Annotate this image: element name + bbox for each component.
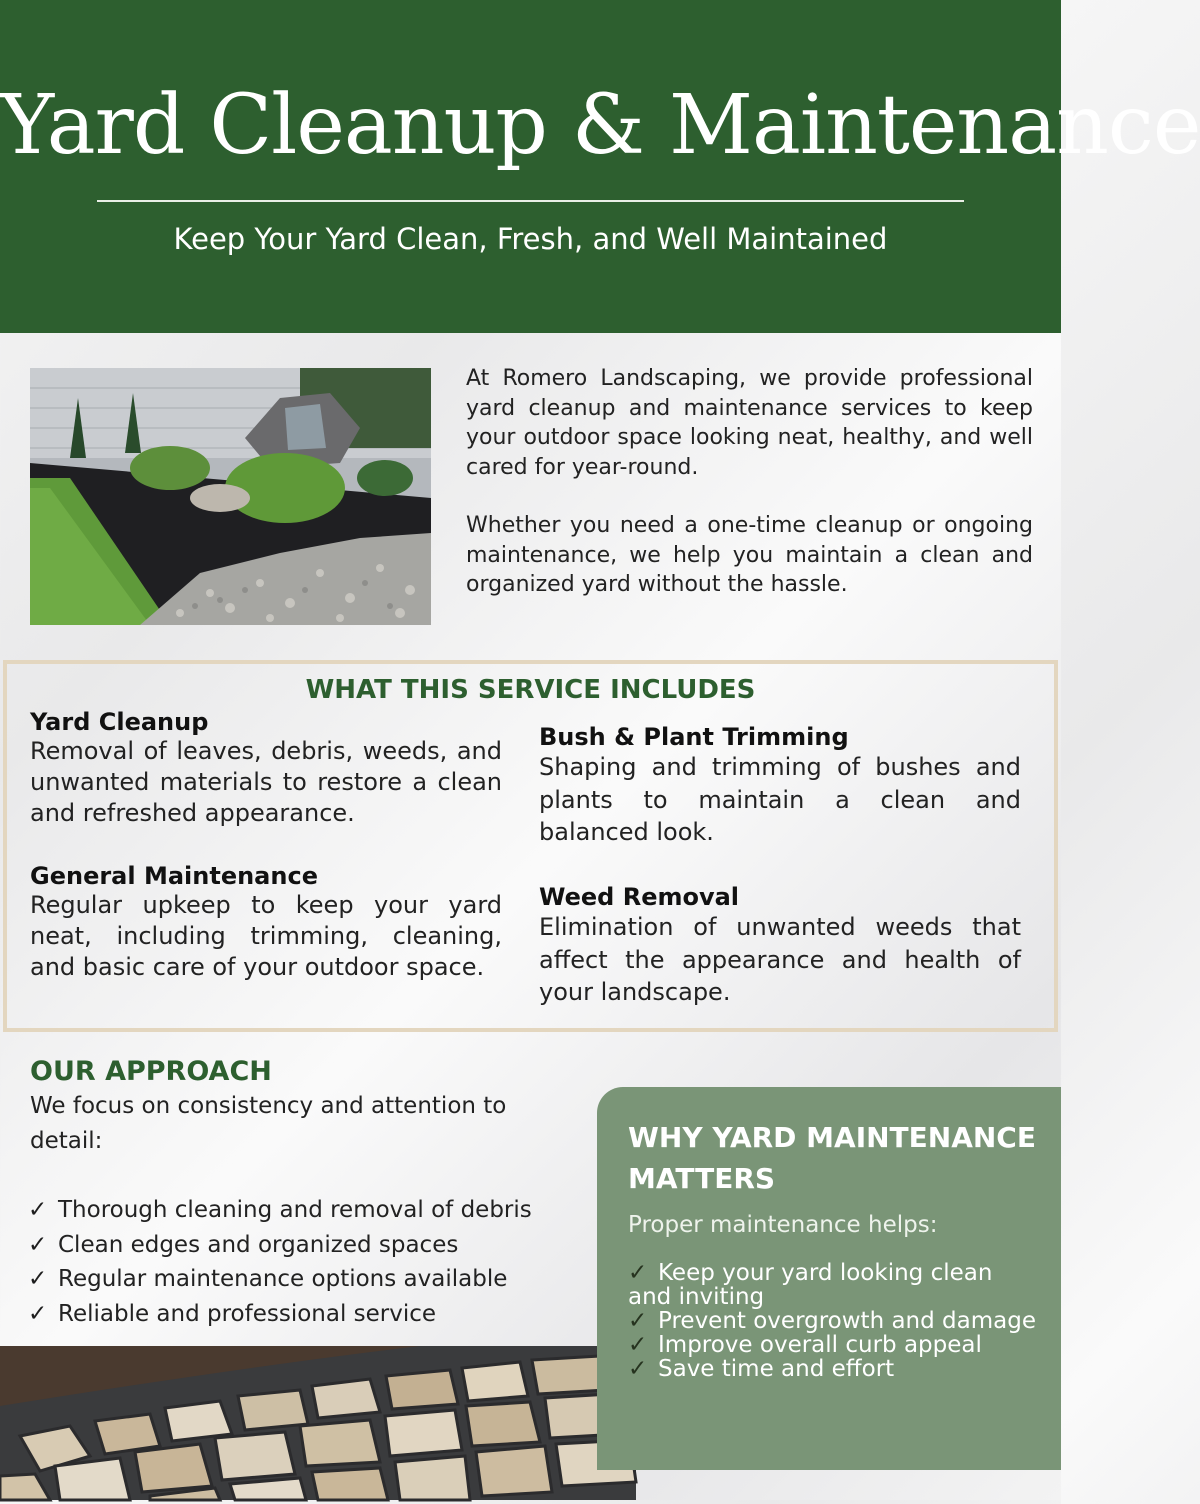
service-description: Elimination of unwanted weeds that affect the appearance and health of your landscape. [539, 913, 1021, 1006]
list-item-text: Thorough cleaning and removal of debris [58, 1197, 532, 1223]
service-weed-removal [539, 883, 1021, 1009]
service-title: Weed Removal [539, 883, 740, 911]
check-icon: ✓ [28, 1266, 48, 1293]
check-icon: ✓ [28, 1301, 48, 1328]
list-item-text: Reliable and professional service [58, 1301, 437, 1328]
list-item [628, 1261, 1038, 1309]
list-item-text: Save time and effort [658, 1356, 895, 1382]
list-item [628, 1357, 1038, 1381]
service-title: Bush & Plant Trimming [539, 723, 849, 751]
service-general-maintenance [30, 862, 502, 983]
garden-photo-illustration [30, 368, 431, 625]
intro-text [466, 364, 1033, 600]
stone-path-photo [0, 1346, 636, 1500]
page-subtitle: Keep Your Yard Clean, Fresh, and Well Maintained [173, 222, 888, 256]
service-description: Regular upkeep to keep your yard neat, including trimming, cleaning, and basic care of your outdoor space. [30, 891, 502, 981]
why-list [628, 1261, 1038, 1381]
service-title: Yard Cleanup [30, 708, 209, 736]
intro-paragraph-1: At Romero Landscaping, we provide professional yard cleanup and maintenance services to keep your outdoor space looking neat, healthy, and well cared for year-round. [466, 366, 1033, 480]
service-description: Shaping and trimming of bushes and plants to maintain a clean and balanced look. [539, 753, 1021, 846]
service-title: General Maintenance [30, 862, 318, 890]
stone-path-illustration [0, 1346, 636, 1500]
list-item [28, 1193, 532, 1228]
list-item-text: Clean edges and organized spaces [58, 1231, 459, 1258]
approach-intro: We focus on consistency and attention to detail: [30, 1093, 507, 1154]
page-title: Yard Cleanup & Maintenance [0, 78, 1200, 173]
list-item-text: Keep your yard looking clean and inviting [628, 1260, 993, 1310]
services-heading: WHAT THIS SERVICE INCLUDES [305, 675, 756, 705]
check-icon: ✓ [628, 1260, 648, 1286]
check-icon: ✓ [628, 1308, 648, 1334]
check-icon: ✓ [628, 1332, 648, 1358]
service-bush-trimming [539, 723, 1021, 849]
check-icon: ✓ [28, 1231, 48, 1258]
why-intro: Proper maintenance helps: [628, 1212, 938, 1238]
list-item [628, 1333, 1038, 1357]
list-item [28, 1228, 532, 1263]
list-item [28, 1297, 532, 1332]
title-divider [97, 200, 964, 202]
list-item-text: Prevent overgrowth and damage [658, 1308, 1036, 1334]
list-item-text: Improve overall curb appeal [658, 1332, 982, 1358]
garden-photo [30, 368, 431, 625]
check-icon: ✓ [28, 1197, 48, 1223]
approach-list [28, 1193, 532, 1332]
service-description: Removal of leaves, debris, weeds, and unwanted materials to restore a clean and refreshed appearance. [30, 737, 502, 827]
list-item-text: Regular maintenance options available [58, 1266, 508, 1293]
service-yard-cleanup [30, 708, 502, 829]
why-heading: WHY YARD MAINTENANCE MATTERS [628, 1121, 1036, 1195]
intro-paragraph-2: Whether you need a one-time cleanup or ongoing maintenance, we help you maintain a clean and organized yard without the hassle. [466, 513, 1033, 597]
list-item [628, 1309, 1038, 1333]
check-icon: ✓ [628, 1356, 648, 1382]
approach-heading: OUR APPROACH [30, 1056, 272, 1087]
list-item [28, 1262, 532, 1297]
